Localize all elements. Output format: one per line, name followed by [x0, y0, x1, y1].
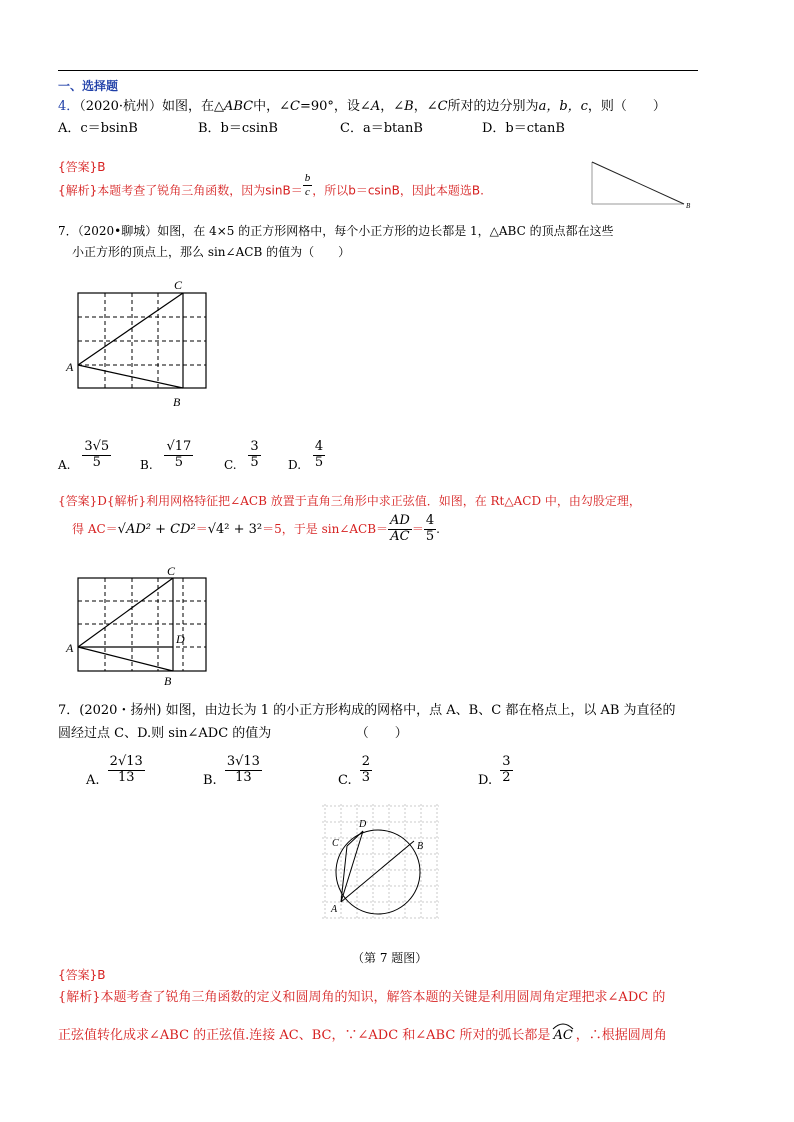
q7a-label-b: B	[173, 395, 181, 409]
q7b-label-b: B	[417, 841, 424, 852]
q7b-option-c: C. $\frac{2}{3}$	[338, 754, 371, 788]
q7a-answer-line: {答案}D{解析}利用网格特征把∠ACB 放置于直角三角形中求正弦值．如图，在 Rt△ACD 中，由勾股定理，	[58, 494, 641, 508]
section-title: 一、选择题	[58, 79, 119, 93]
q7a-grid-lines	[78, 293, 206, 388]
header-rule	[58, 70, 698, 71]
q7b-grid-lines	[322, 804, 439, 918]
q7b-answer: {答案}B	[58, 968, 106, 982]
q4-stem: 4．（2020·杭州）如图，在△ABC中，∠C=90°，设∠A，∠B，∠C所对的边分别为a，b，c，则（ ）	[58, 99, 666, 114]
q7a-solution-label-c: C	[167, 564, 176, 578]
q7a-grid-figure	[60, 275, 220, 410]
q7b-label-d: D	[359, 819, 367, 830]
q7a-label-c: C	[174, 278, 183, 292]
q7b-circle	[336, 830, 420, 914]
q7a-stem-line2: 小正方形的顶点上，那么 sin∠ACB 的值为（ ）	[72, 245, 351, 259]
q7a-side-ac	[78, 293, 183, 365]
q4-triangle-hypotenuse	[592, 162, 684, 204]
q7a-stem-line1: 7．（2020•聊城）如图，在 4×5 的正方形网格中，每个小正方形的边长都是 1，△ABC 的顶点都在这些	[58, 224, 614, 238]
q7b-circle-figure	[318, 800, 442, 922]
q7a-solution-label-a: A	[66, 641, 74, 655]
q7a-option-c: C. $\frac{3}{5}$	[224, 439, 259, 472]
q4-triangle-figure	[584, 152, 696, 212]
q7b-label-a: A	[331, 904, 338, 915]
q4-option-c: C．a＝btanB	[340, 121, 423, 136]
q4-option-a: A．c＝bsinB	[58, 121, 138, 136]
q7a-side-ab	[78, 365, 183, 388]
q7b-label-c: C	[332, 838, 339, 849]
q4-number: 4．	[58, 99, 80, 114]
q7a-calculation: 得 AC＝√AD² + CD²＝√4² + 3²＝5，于是 sin∠ACB＝ $\frac{AD}{AC}$ ＝ $\frac{4}{5}$ .	[72, 513, 440, 544]
q7a-solution-figure	[60, 563, 220, 688]
q7b-stem-line1: 7．(2020・扬州) 如图，由边长为 1 的小正方形构成的网格中，点 A、B、C 都在格点上，以 AB 为直径的	[58, 703, 676, 718]
q7b-analysis-line1: {解析}本题考查了锐角三角函数的定义和圆周角的知识，解答本题的关键是利用圆周角定理把求∠ADC 的	[58, 990, 666, 1005]
q7b-stem-line2: 圆经过点 C、D.则 sin∠ADC 的值为 （ ）	[58, 726, 408, 741]
q7a-option-a: A. $\frac{3√5}{5}$	[58, 439, 110, 472]
q7a-solution-label-b: B	[164, 674, 172, 688]
q7a-option-d: D. $\frac{4}{5}$	[288, 439, 324, 472]
q7a-option-b: B. $\frac{√17}{5}$	[140, 439, 192, 472]
q4-answer: {答案}B	[58, 160, 106, 174]
q7b-caption: （第 7 题图）	[352, 951, 428, 965]
q4-option-d: D．b＝ctanB	[482, 121, 565, 136]
q7a-solution-label-d: D	[176, 632, 185, 646]
q7b-option-a: A. $\frac{2√13}{13}$	[86, 754, 143, 788]
arc-icon	[552, 1022, 574, 1030]
q7b-option-b: B. $\frac{3√13}{13}$	[203, 754, 260, 788]
q4-triangle-label-b: B	[686, 202, 691, 210]
q4-option-b: B．b＝csinB	[198, 121, 278, 136]
q7b-analysis-line2: 正弦值转化成求∠ABC 的正弦值.连接 AC、BC，∵∠ADC 和∠ABC 所对的弧长都是 AC ，∴根据圆周角	[58, 1024, 667, 1043]
q4-fraction: $\frac{b}{c}$	[304, 172, 311, 198]
q7b-arc-ac: AC	[550, 1028, 575, 1043]
q7b-diameter-ab	[341, 841, 414, 902]
q4-analysis: {解析}本题考查了锐角三角函数，因为sinB＝ $\frac{b}{c}$ ，所以b＝csinB，因此本题选B.	[58, 172, 484, 198]
q7a-label-a: A	[66, 360, 74, 374]
q7b-option-d: D. $\frac{3}{2}$	[478, 754, 511, 788]
